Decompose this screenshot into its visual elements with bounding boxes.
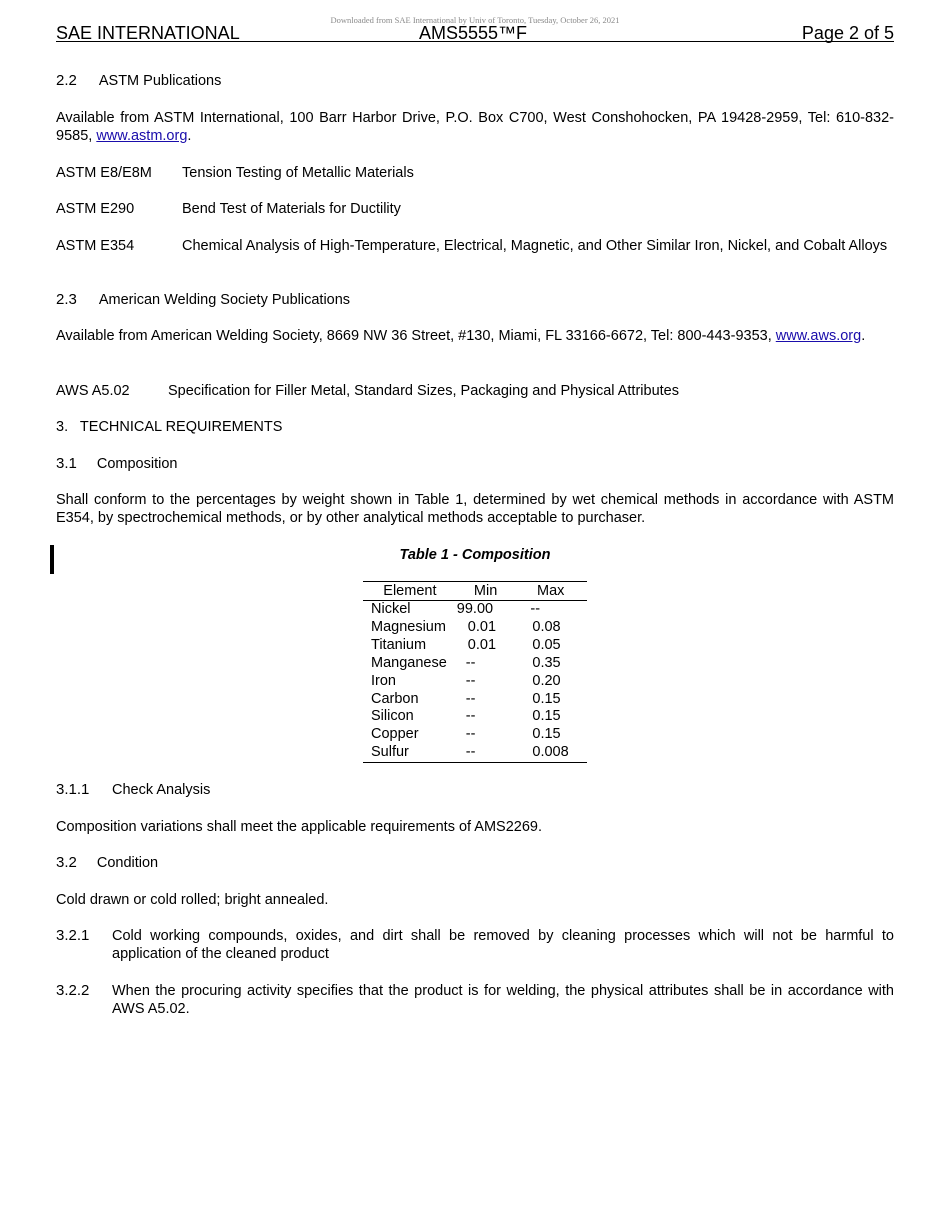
max-cell: 0.20: [532, 672, 561, 689]
section-3-heading: 3. TECHNICAL REQUIREMENTS: [56, 419, 283, 435]
table-row: [363, 655, 587, 673]
section-number: 3.1.1: [56, 781, 90, 798]
ref-code: ASTM E290: [56, 201, 135, 217]
column-header: Min: [457, 582, 515, 601]
max-cell: --: [530, 601, 541, 617]
ref-code: AWS A5.02: [56, 383, 130, 399]
table-row: [363, 619, 587, 637]
table-row: [363, 708, 587, 726]
column-header: Max: [514, 582, 587, 601]
max-cell: 0.15: [532, 726, 561, 743]
table-row: [363, 637, 587, 655]
element-cell: Iron: [371, 672, 396, 689]
section-2-2-heading: [56, 72, 221, 90]
ref-code: ASTM E8/E8M: [56, 165, 152, 181]
table-title: Table 1 - Composition: [399, 547, 551, 563]
section-number: 2.2: [56, 72, 77, 89]
cleaning-paragraph: Cold working compounds, oxides, and dirt shall be removed by cleaning processes which will not be harmful to application of the cleaned product: [112, 928, 894, 962]
aws-availability-paragraph: [56, 327, 894, 345]
max-cell: 0.15: [532, 690, 561, 707]
ref-code: ASTM E354: [56, 238, 135, 254]
element-cell: Sulfur: [363, 744, 457, 762]
min-cell: 0.01: [467, 636, 497, 653]
element-cell: Carbon: [371, 690, 419, 707]
max-cell: 0.35: [532, 654, 561, 671]
ref-description: Bend Test of Materials for Ductility: [182, 201, 401, 217]
max-cell: 0.15: [532, 708, 561, 725]
aws-availability-text: Available from American Welding Society, 8669 NW 36 Street, #130, Miami, FL 33166-6672, Tel: 800-443-9353,: [56, 328, 776, 344]
condition-paragraph: Cold drawn or cold rolled; bright annealed.: [56, 892, 329, 908]
min-cell: --: [457, 744, 515, 762]
element-cell: Copper: [371, 726, 419, 743]
section-2-3-heading: [56, 291, 350, 309]
max-cell: 0.05: [532, 636, 561, 653]
min-cell: 99.00: [456, 601, 494, 617]
table-row: [363, 601, 587, 619]
min-cell: --: [465, 726, 476, 743]
document-number: AMS5555™F: [419, 23, 528, 43]
min-cell: --: [465, 654, 476, 671]
min-cell: --: [465, 690, 476, 707]
element-cell: Titanium: [371, 636, 427, 653]
section-3-2-heading: [56, 854, 158, 872]
min-cell: --: [465, 672, 476, 689]
section-number: 3.2: [56, 854, 77, 871]
ref-description: Specification for Filler Metal, Standard Sizes, Packaging and Physical Attributes: [168, 383, 679, 399]
composition-paragraph: Shall conform to the percentages by weight shown in Table 1, determined by wet chemical methods in accordance with ASTM E354, by spectrochemical methods, or by other analytical methods acceptable to purchaser.: [56, 492, 894, 526]
ref-description: Tension Testing of Metallic Materials: [182, 165, 414, 181]
element-cell: Silicon: [371, 708, 414, 725]
section-number: 2.3: [56, 291, 77, 308]
astm-availability-paragraph: [56, 109, 894, 145]
ref-description: Chemical Analysis of High-Temperature, Electrical, Magnetic, and Other Similar Iron, Nickel, and Cobalt Alloys: [182, 238, 888, 254]
aws-website-link[interactable]: www.aws.org: [775, 328, 862, 344]
element-cell: Nickel: [371, 601, 411, 617]
max-cell: 0.008: [514, 744, 587, 762]
table-header-row: [363, 582, 587, 601]
table-row: [363, 691, 587, 709]
section-number: 3.1: [56, 455, 77, 472]
section-number: 3.2.1: [56, 927, 90, 944]
min-cell: --: [465, 708, 476, 725]
section-title: Condition: [96, 855, 159, 871]
check-analysis-paragraph: Composition variations shall meet the applicable requirements of AMS2269.: [56, 819, 543, 835]
section-title: ASTM Publications: [98, 73, 222, 89]
element-cell: Manganese: [371, 654, 447, 671]
publisher-name: SAE INTERNATIONAL: [56, 23, 240, 43]
max-cell: 0.08: [532, 618, 561, 635]
column-header: Element: [363, 582, 457, 601]
min-cell: 0.01: [467, 618, 497, 635]
astm-website-link[interactable]: www.astm.org: [96, 128, 188, 144]
section-number: 3.2.2: [56, 982, 90, 999]
astm-availability-text: Available from ASTM International, 100 Barr Harbor Drive, P.O. Box C700, West Conshohocken, PA 19428-2959, Tel: 610-832-9585,: [56, 110, 894, 144]
page-indicator: Page 2 of 5: [801, 23, 894, 43]
section-title: Check Analysis: [112, 782, 211, 798]
section-3-1-heading: [56, 455, 177, 473]
link-suffix: .: [861, 328, 866, 344]
section-title: American Welding Society Publications: [98, 292, 351, 308]
element-cell: Magnesium: [371, 618, 446, 635]
table-row: [363, 744, 587, 762]
download-watermark: Downloaded from SAE International by Univ of Toronto, Tuesday, October 26, 2021: [330, 15, 620, 25]
header-rule: [56, 41, 894, 42]
composition-table: [363, 581, 587, 763]
welding-paragraph: When the procuring activity specifies that the product is for welding, the physical attributes shall be in accordance with AWS A5.02.: [112, 983, 894, 1017]
link-suffix: .: [187, 128, 192, 144]
table-row: [363, 726, 587, 744]
table-row: [363, 673, 587, 691]
section-title: Composition: [96, 456, 178, 472]
